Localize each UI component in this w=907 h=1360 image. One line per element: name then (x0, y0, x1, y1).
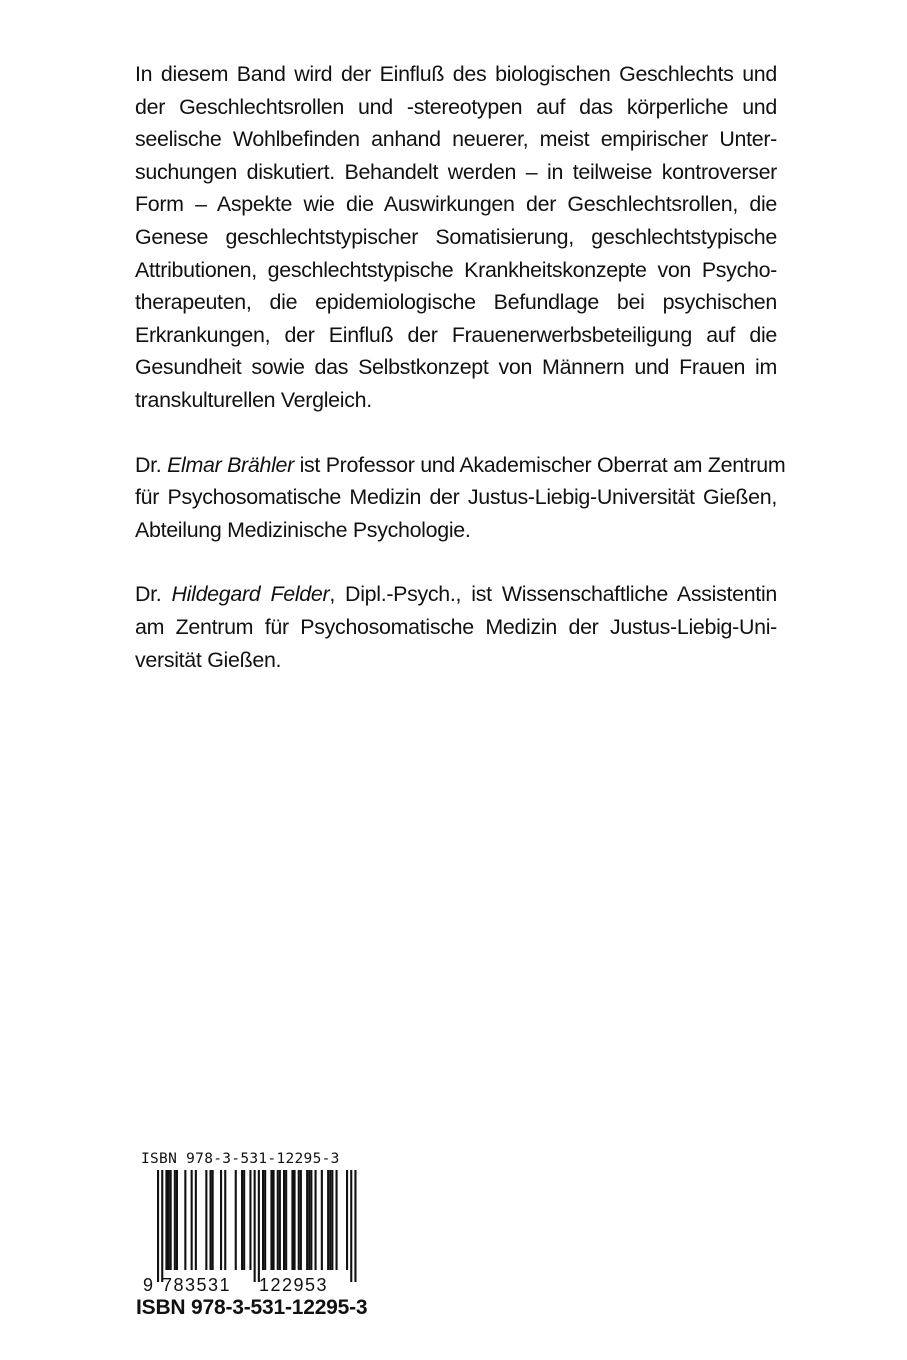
barcode-bar (306, 1170, 308, 1270)
author1-name: Elmar Brähler (167, 452, 294, 477)
author1-bio-line: für Psychosomatische Medizin der Justus-Liebig-Universität Gießen, (135, 485, 777, 510)
description-line: Form – Aspekte wie die Auswirkungen der Geschlechtsrollen, die (135, 192, 777, 217)
description-paragraph (135, 58, 777, 417)
barcode-bar (346, 1170, 348, 1270)
barcode-bar (273, 1170, 275, 1270)
barcode-bar (170, 1170, 172, 1270)
barcode-bar (264, 1170, 266, 1270)
barcode-bar (291, 1170, 293, 1270)
author1-bio-line (135, 449, 786, 482)
barcode-image (141, 1170, 363, 1294)
description-line: Genese geschlechtstypischer Somatisierung, geschlechtstypische (135, 224, 777, 249)
barcode-bar (205, 1170, 207, 1270)
barcode-bar (184, 1170, 186, 1270)
barcode-bar (283, 1170, 285, 1270)
barcode-bar (254, 1170, 256, 1282)
barcode-bar (298, 1170, 300, 1270)
description-line: der Geschlechtsrollen und -stereotypen auf das körperliche und (135, 94, 777, 119)
barcode-bar (258, 1170, 260, 1282)
author2-name: Hildegard Felder (171, 582, 330, 607)
author2-bio-line (135, 578, 777, 611)
description-line: In diesem Band wird der Einfluß des biologischen Geschlechts und (135, 62, 777, 86)
barcode-bar (168, 1170, 170, 1270)
author1-line1-text: ist Professor und Akademischer Oberrat am Zentrum (293, 452, 786, 477)
barcode-bar (308, 1170, 310, 1270)
author2-line1-text: , Dipl.-Psych., ist Wissenschaftliche Assistentin (329, 582, 777, 607)
barcode-bar (315, 1170, 317, 1270)
barcode-bar (161, 1170, 163, 1282)
barcode-bar (157, 1170, 159, 1282)
author2-bio-line: am Zentrum für Psychosomatische Medizin der Justus-Liebig-Uni- (135, 614, 777, 639)
barcode-bar (165, 1170, 167, 1270)
barcode-bar (195, 1170, 197, 1270)
barcode-bar (224, 1170, 226, 1270)
barcode-first-digit: 9 (143, 1275, 154, 1294)
barcode-bar (300, 1170, 302, 1270)
barcode-bar (212, 1170, 214, 1270)
isbn-footer: ISBN 978-3-531-12295-3 (136, 1296, 368, 1319)
barcode-bar (210, 1170, 212, 1270)
barcode-bar (321, 1170, 323, 1270)
description-line: seelische Wohlbefinden anhand neuerer, meist empirischer Unter- (135, 127, 777, 152)
author2-bio-line: versität Gießen. (135, 647, 282, 672)
author1-prefix: Dr. (135, 452, 168, 477)
barcode-bar (174, 1170, 176, 1270)
barcode-bar (354, 1170, 356, 1282)
isbn-barcode (141, 1150, 363, 1294)
description-line: Gesundheit sowie das Selbstkonzept von Männern und Frauen im (135, 355, 777, 380)
author2-bio (135, 578, 777, 676)
author1-bio-line: Abteilung Medizinische Psychologie. (135, 517, 471, 542)
barcode-bar (285, 1170, 287, 1270)
barcode-bar (329, 1170, 331, 1270)
description-line: Attributionen, geschlechtstypische Krankheitskonzepte von Psycho- (135, 257, 777, 282)
barcode-left-digits: 783531 (162, 1275, 232, 1294)
barcode-bar (310, 1170, 312, 1270)
description-line: suchungen diskutiert. Behandelt werden – in teilweise kontroverser (135, 159, 777, 184)
description-line: transkulturellen Vergleich. (135, 387, 372, 412)
barcode-bar (331, 1170, 333, 1270)
barcode-bar (176, 1170, 178, 1270)
description-line: Erkrankungen, der Einfluß der Frauenerwerbsbeteiligung auf die (135, 322, 777, 347)
author1-bio (135, 449, 786, 547)
barcode-isbn-caption: ISBN 978-3-531-12295-3 (141, 1151, 340, 1167)
barcode-bar (327, 1170, 329, 1270)
blurb-text (135, 58, 786, 708)
barcode-bar (277, 1170, 279, 1270)
barcode-bar (279, 1170, 281, 1270)
barcode-bar (243, 1170, 245, 1270)
barcode-bar (262, 1170, 264, 1270)
description-line: therapeuten, die epidemiologische Befundlage bei psychischen (135, 290, 777, 315)
barcode-bar (235, 1170, 237, 1270)
barcode-bar (220, 1170, 222, 1270)
author2-prefix: Dr. (135, 582, 172, 607)
barcode-bar (350, 1170, 352, 1282)
barcode-bar (241, 1170, 243, 1270)
barcode-bar (270, 1170, 272, 1270)
barcode-bar (249, 1170, 251, 1270)
barcode-right-digits: 122953 (259, 1275, 329, 1294)
barcode-bar (336, 1170, 338, 1270)
barcode-bar (294, 1170, 296, 1270)
barcode-bar (191, 1170, 193, 1270)
